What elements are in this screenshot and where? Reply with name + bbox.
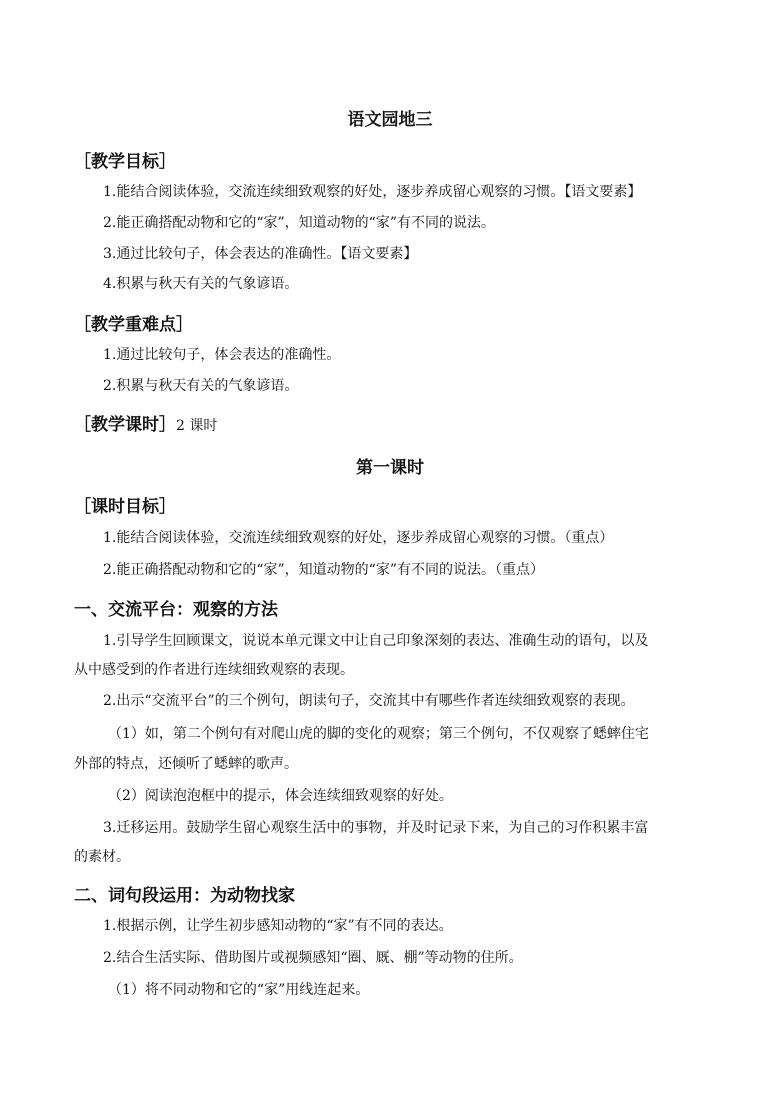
- paragraph-line: 从中感受到的作者进行连续细致观察的表现。: [74, 662, 354, 678]
- goal-item: 2.能正确搭配动物和它的“家”，知道动物的“家”有不同的说法。: [103, 215, 495, 231]
- paragraph-line: （2）阅读泡泡框中的提示，体会连续细致观察的好处。: [108, 788, 453, 804]
- teaching-hours-value: 2 课时: [176, 418, 218, 434]
- goal-item: 1.能结合阅读体验，交流连续细致观察的好处，逐步养成留心观察的习惯。【语文要素】: [103, 184, 642, 200]
- key-point-item: 2.积累与秋天有关的气象谚语。: [103, 378, 299, 394]
- paragraph-line: 2.结合生活实际、借助图片或视频感知“圈、厩、棚”等动物的住所。: [103, 950, 523, 966]
- lesson-goals-heading: ［课时目标］: [74, 497, 176, 517]
- paragraph-line: （1）如，第二个例句有对爬山虎的脚的变化的观察；第三个例句，不仅观察了蟋蟀住宅: [108, 726, 649, 742]
- lesson-goal-item: 2.能正确搭配动物和它的“家”，知道动物的“家”有不同的说法。（重点）: [103, 562, 544, 578]
- section-heading-1: 一、交流平台：观察的方法: [74, 600, 278, 620]
- key-point-item: 1.通过比较句子，体会表达的准确性。: [103, 347, 341, 363]
- paragraph-line: 1.引导学生回顾课文，说说本单元课文中让自己印象深刻的表达、准确生动的语句，以及: [103, 633, 649, 649]
- key-points-heading: ［教学重难点］: [74, 315, 193, 335]
- paragraph-line: 2.出示“交流平台”的三个例句，朗读句子，交流其中有哪些作者连续细致观察的表现。: [103, 693, 635, 709]
- section-heading-2: 二、词句段运用：为动物找家: [74, 886, 295, 906]
- paragraph-line: 外部的特点，还倾听了蟋蟀的歌声。: [74, 756, 298, 772]
- paragraph-line: 的素材。: [74, 849, 130, 865]
- paragraph-line: （1）将不同动物和它的“家”用线连起来。: [108, 982, 370, 998]
- goal-item: 4.积累与秋天有关的气象谚语。: [103, 276, 299, 292]
- paragraph-line: 3.迁移运用。鼓励学生留心观察生活中的事物，并及时记录下来，为自己的习作积累丰富: [103, 820, 649, 836]
- document-title: 语文园地三: [347, 110, 433, 130]
- paragraph-line: 1.根据示例，让学生初步感知动物的“家”有不同的表达。: [103, 918, 453, 934]
- teaching-hours-heading: ［教学课时］: [74, 415, 176, 435]
- lesson-goal-item: 1.能结合阅读体验，交流连续细致观察的好处，逐步养成留心观察的习惯。（重点）: [103, 530, 614, 546]
- teaching-hours: [74, 410, 217, 435]
- lesson-title: 第一课时: [356, 458, 424, 478]
- teaching-goals-heading: ［教学目标］: [74, 152, 176, 172]
- goal-item: 3.通过比较句子，体会表达的准确性。【语文要素】: [103, 246, 418, 262]
